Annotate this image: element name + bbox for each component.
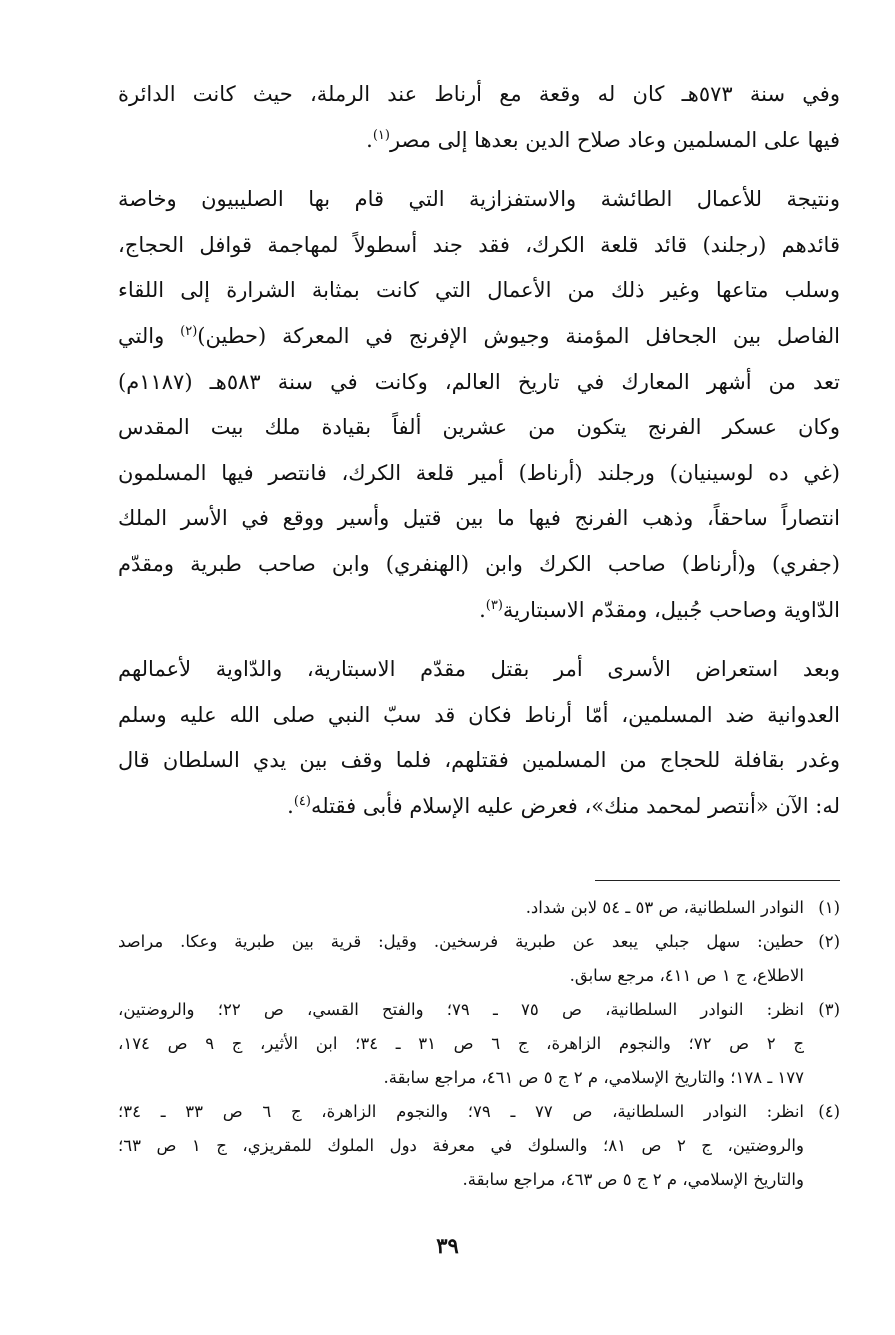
footnote-number: (٣) <box>818 1000 840 1019</box>
footnote-line: انظر: النوادر السلطانية، ص ٧٧ ـ ٧٩؛ والنجوم الزاهرة، ج ٦ ص ٣٣ ـ ٣٤؛ <box>118 1102 805 1121</box>
text-line: له: الآن «أنتصر لمحمد منك»، فعرض عليه الإسلام فأبى فقتله$^{(٤)}$. <box>287 793 840 818</box>
footnotes <box>118 891 840 1197</box>
text-line: وسلب متاعها وغير ذلك من الأعمال التي كانت بمثابة الشرارة إلى اللقاء <box>118 278 840 303</box>
text-line-content: الفاصل بين الجحافل المؤمنة وجيوش الإفرنج في المعركة (حطين) <box>197 323 840 348</box>
footnote-line: انظر: النوادر السلطانية، ص ٧٥ ـ ٧٩؛ والفتح القسي، ص ٢٢؛ والروضتين، <box>118 1000 805 1019</box>
footnote-line: والروضتين، ج ٢ ص ٨١؛ والسلوك في معرفة دول الملوك للمقريزي، ج ١ ص ٦٣؛ <box>118 1136 804 1155</box>
footnote-number: (٢) <box>818 932 840 951</box>
text-line: (جفري) و(أرناط) صاحب الكرك وابن (الهنفري) وابن صاحب طبرية ومقدّم <box>118 551 840 576</box>
footnote-3 <box>118 993 840 1095</box>
footnote-2 <box>118 925 840 993</box>
text-line: فيها على المسلمين وعاد صلاح الدين بعدها إلى مصر$^{(١)}$. <box>366 127 840 152</box>
footnote-separator <box>595 880 840 881</box>
footnote-ref: (١) <box>372 127 390 143</box>
footnote-4 <box>118 1095 840 1197</box>
footnote-number: (١) <box>818 898 840 917</box>
text-line: ونتيجة للأعمال الطائشة والاستفزازية التي قام بها الصليبيون وخاصة <box>118 187 840 212</box>
text-line-content: له: الآن «أنتصر لمحمد منك»، فعرض عليه الإسلام فأبى فقتله <box>310 793 840 818</box>
text-line: (غي ده لوسينيان) ورجلند (أرناط) أمير قلعة الكرك، فانتصر فيها المسلمون <box>118 460 841 485</box>
footnote-ref: (٣) <box>485 597 503 613</box>
text-line: العدوانية ضد المسلمين، أمّا أرناط فكان قد سبّ النبي صلى الله عليه وسلم <box>118 702 840 727</box>
paragraph-3 <box>118 647 840 829</box>
main-text <box>118 72 840 830</box>
text-line: وغدر بقافلة للحجاج من المسلمين فقتلهم، فلما وقف بين يدي السلطان قال <box>118 748 840 773</box>
text-line: وكان عسكر الفرنج يتكون من عشرين ألفاً بقيادة ملك بيت المقدس <box>118 415 840 440</box>
footnote-line: والتاريخ الإسلامي، م ٢ ج ٥ ص ٤٦٣، مراجع سابقة. <box>462 1170 804 1189</box>
footnote-line: ١٧٧ ـ ١٧٨؛ والتاريخ الإسلامي، م ٢ ج ٥ ص ٤٦١، مراجع سابقة. <box>383 1068 804 1087</box>
footnote-line: ج ٢ ص ٧٢؛ والنجوم الزاهرة، ج ٦ ص ٣١ ـ ٣٤؛ ابن الأثير، ج ٩ ص ١٧٤، <box>118 1034 804 1053</box>
text-line-tail: والتي <box>118 323 165 348</box>
text-line-content: فيها على المسلمين وعاد صلاح الدين بعدها إلى مصر <box>389 127 840 152</box>
paragraph-1 <box>118 72 840 163</box>
text-line: الدّاوية وصاحب جُبيل، ومقدّم الاسبتارية$^{(٣)}$. <box>479 597 840 622</box>
text-line <box>118 314 840 360</box>
text-line: تعد من أشهر المعارك في تاريخ العالم، وكانت في سنة ٥٨٣هـ (١١٨٧م) <box>118 369 840 394</box>
text-line: وفي سنة ٥٧٣هـ كان له وقعة مع أرناط عند الرملة، حيث كانت الدائرة <box>118 82 840 106</box>
footnote-line: حطين: سهل جبلي يبعد عن طبرية فرسخين. وقيل: قرية بين طبرية وعكا. مراصد <box>118 932 804 951</box>
footnote-1 <box>118 891 840 925</box>
text-line: وبعد استعراض الأسرى أمر بقتل مقدّم الاسبتارية، والدّاوية لأعمالهم <box>118 657 840 682</box>
page-number: ٣٩ <box>436 1233 459 1258</box>
footnote-line: الاطلاع، ج ١ ص ٤١١، مرجع سابق. <box>569 966 804 985</box>
text-line: قائدهم (رجلند) قائد قلعة الكرك، فقد جند أسطولاً لمهاجمة قوافل الحجاج، <box>118 232 840 257</box>
text-line-content: الدّاوية وصاحب جُبيل، ومقدّم الاسبتارية <box>502 597 840 622</box>
footnote-line: النوادر السلطانية، ص ٥٣ ـ ٥٤ لابن شداد. <box>525 898 804 917</box>
footnote-number: (٤) <box>818 1102 840 1121</box>
paragraph-2 <box>118 177 840 633</box>
text-line: انتصاراً ساحقاً، وذهب الفرنج فيها ما بين قتيل وأسير ووقع في الأسر الملك <box>118 506 840 531</box>
footnote-ref: (٤) <box>293 793 311 809</box>
footnote-ref: (٢) <box>180 323 198 339</box>
